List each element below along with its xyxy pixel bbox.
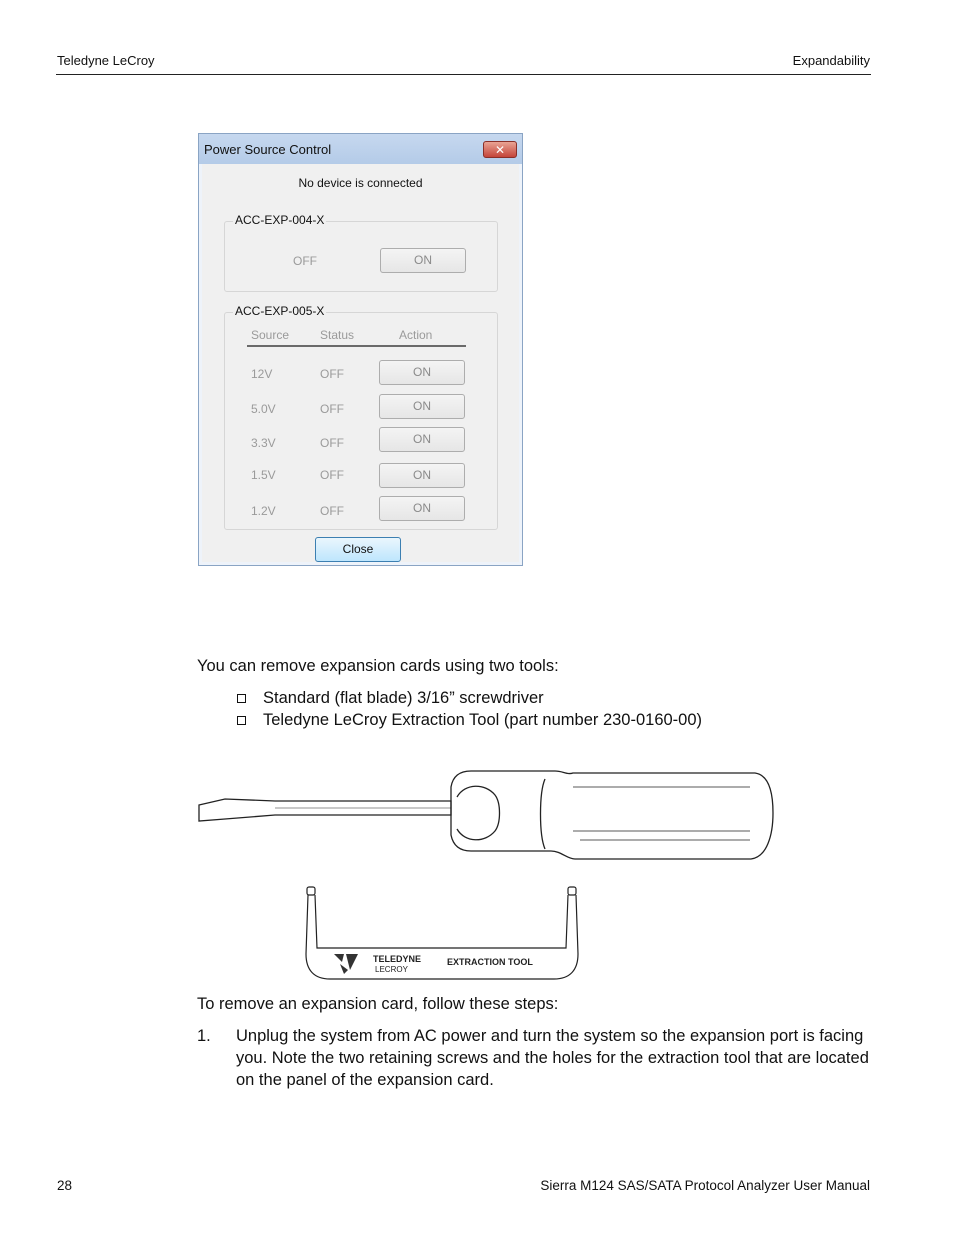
status-label: OFF bbox=[320, 367, 344, 381]
on-button-12v[interactable]: ON bbox=[379, 360, 465, 385]
header-right: Expandability bbox=[792, 53, 870, 68]
group-title-004: ACC-EXP-004-X bbox=[235, 213, 325, 227]
source-label: 12V bbox=[251, 367, 273, 381]
screwdriver-illustration bbox=[195, 765, 775, 865]
close-button[interactable]: Close bbox=[315, 537, 401, 562]
header-left: Teledyne LeCroy bbox=[57, 53, 155, 68]
manual-title: Sierra M124 SAS/SATA Protocol Analyzer User Manual bbox=[540, 1178, 870, 1193]
source-label: 1.2V bbox=[251, 504, 276, 518]
tool-label: EXTRACTION TOOL bbox=[447, 957, 533, 967]
extraction-tool-illustration bbox=[300, 884, 585, 984]
on-button-1v2[interactable]: ON bbox=[379, 496, 465, 521]
tool-brand-sub: LECROY bbox=[375, 965, 408, 974]
source-label: 3.3V bbox=[251, 436, 276, 450]
source-label: 1.5V bbox=[251, 468, 276, 482]
page-number: 28 bbox=[57, 1178, 73, 1193]
teledyne-logo-icon bbox=[334, 954, 358, 974]
group-title-005: ACC-EXP-005-X bbox=[235, 304, 325, 318]
steps-intro: To remove an expansion card, follow these steps: bbox=[197, 995, 559, 1013]
close-icon[interactable]: ✕ bbox=[483, 141, 517, 158]
tool-brand: TELEDYNE bbox=[373, 954, 422, 964]
column-status: Status bbox=[320, 328, 355, 342]
status-004: OFF bbox=[293, 254, 317, 268]
tool-item: Teledyne LeCroy Extraction Tool (part number 230-0160-00) bbox=[263, 711, 703, 729]
status-label: OFF bbox=[320, 504, 344, 518]
step-number: 1. bbox=[197, 1027, 211, 1045]
column-action: Action bbox=[399, 328, 433, 342]
checkbox-bullet-icon bbox=[237, 694, 246, 703]
status-label: OFF bbox=[320, 468, 344, 482]
status-label: OFF bbox=[320, 402, 344, 416]
step-text: Unplug the system from AC power and turn the system so the expansion port is facing you. Note the two retaining screws and the holes for the extraction tool that are located on the panel of the expansion card. bbox=[236, 1027, 869, 1089]
group-acc-exp-004 bbox=[224, 213, 498, 292]
dialog-body bbox=[202, 164, 519, 562]
column-source: Source bbox=[251, 328, 290, 342]
source-label: 5.0V bbox=[251, 402, 276, 416]
intro-text: You can remove expansion cards using two tools: bbox=[197, 657, 559, 675]
status-label: OFF bbox=[320, 436, 344, 450]
dialog-titlebar bbox=[199, 134, 522, 164]
on-button-1v5[interactable]: ON bbox=[379, 463, 465, 488]
on-button-004[interactable]: ON bbox=[380, 248, 466, 273]
column-divider bbox=[247, 345, 466, 347]
header-rule bbox=[56, 74, 871, 75]
power-source-dialog bbox=[198, 133, 523, 566]
dialog-title: Power Source Control bbox=[204, 142, 332, 157]
tool-item: Standard (flat blade) 3/16” screwdriver bbox=[263, 689, 544, 707]
checkbox-bullet-icon bbox=[237, 716, 246, 725]
on-button-3v3[interactable]: ON bbox=[379, 427, 465, 452]
on-button-5v[interactable]: ON bbox=[379, 394, 465, 419]
connection-status: No device is connected bbox=[298, 176, 423, 190]
